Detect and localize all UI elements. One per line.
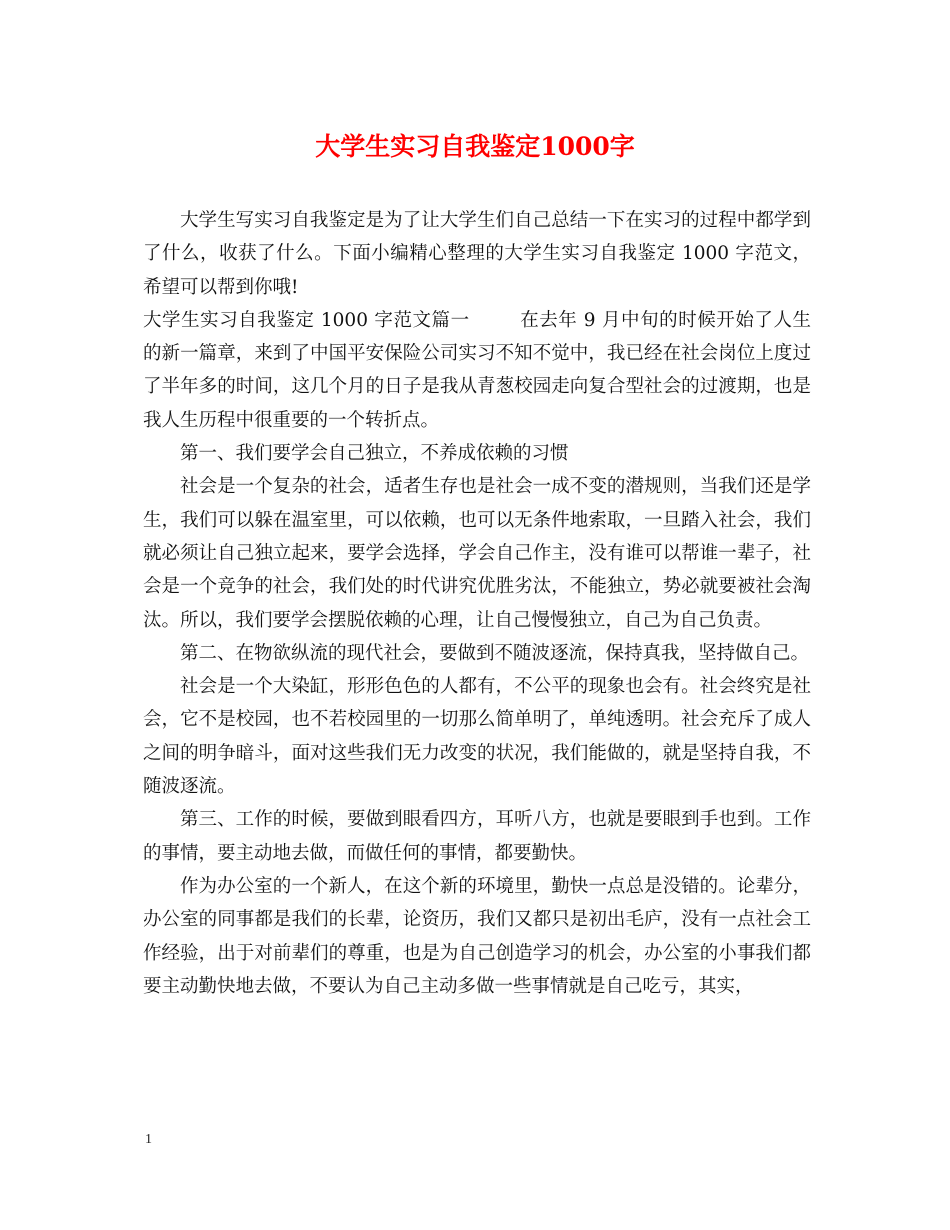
point-one-heading: 第一、我们要学会自己独立，不养成依赖的习惯 [180, 443, 569, 465]
section-heading: 大学生实习自我鉴定 1000 字范文篇一 [143, 309, 470, 331]
intro-paragraph: 大学生写实习自我鉴定是为了让大学生们自己总结一下在实习的过程中都学到了什么，收获了什么。下面小编精心整理的大学生实习自我鉴定 1000 字范文，希望可以帮到你哦! [143, 210, 811, 298]
document-title: 大学生实习自我鉴定1000字 [315, 132, 635, 161]
page-number: 1 [145, 1132, 152, 1147]
point-three-paragraph: 第三、工作的时候，要做到眼看四方，耳听八方，也就是要眼到手也到。工作的事情，要主动地去做，而做任何的事情，都要勤快。 [143, 809, 811, 864]
document-body [143, 204, 811, 1003]
section-paragraph [143, 304, 811, 437]
point-two-heading: 第二、在物欲纵流的现代社会，要做到不随波逐流，保持真我，坚持做自己。 [180, 642, 810, 664]
point-two-body: 社会是一个大染缸，形形色色的人都有，不公平的现象也会有。社会终究是社会，它不是校园，也不若校园里的一切那么简单明了，单纯透明。社会充斥了成人之间的明争暗斗，面对这些我们无力改变的状况，我们能做的，就是坚持自我，不随波逐流。 [143, 676, 811, 798]
point-one-body: 社会是一个复杂的社会，适者生存也是社会一成不变的潜规则，当我们还是学生，我们可以躲在温室里，可以依赖，也可以无条件地索取，一旦踏入社会，我们就必须让自己独立起来，要学会选择，学会自己作主，没有谁可以帮谁一辈子，社会是一个竞争的社会，我们处的时代讲究优胜劣汰，不能独立，势必就要被社会淘汰。所以，我们要学会摆脱依赖的心理，让自己慢慢独立，自己为自己负责。 [143, 476, 811, 631]
section-start-text: 在去年 9 月中旬的时候开始了人生的新一篇章，来到了中国平安保险公司实习不知不觉中，我已经在社会岗位上度过了半年多的时间，这几个月的日子是我从青葱校园走向复合型社会的过渡期，也是我人生历程中很重要的一个转折点。 [143, 309, 811, 431]
newcomer-paragraph: 作为办公室的一个新人，在这个新的环境里，勤快一点总是没错的。论辈分，办公室的同事都是我们的长辈，论资历，我们又都只是初出毛庐，没有一点社会工作经验，出于对前辈们的尊重，也是为自己创造学习的机会，办公室的小事我们都要主动勤快地去做，不要认为自己主动多做一些事情就是自己吃亏，其实， [143, 875, 811, 997]
